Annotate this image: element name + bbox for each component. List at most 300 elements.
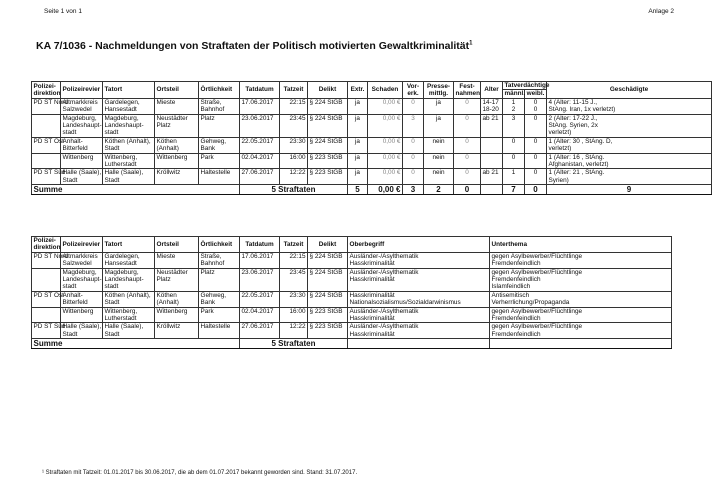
cell-vorerk: 0 <box>403 153 424 169</box>
cell-direktion: PD ST Nord <box>32 252 61 268</box>
cell-schaden: 0,00 € <box>368 153 403 169</box>
th-maennl: männl. <box>504 90 526 98</box>
unter-line: gegen Asylbewerber/Flüchtlinge <box>491 323 583 331</box>
weibl-line: 0 <box>533 114 538 122</box>
oertlichkeit-line: Bahnhof <box>200 106 225 114</box>
cell-unterthema <box>490 307 672 323</box>
maennl-line: 3 <box>511 114 516 122</box>
cell-oertlichkeit <box>199 169 240 185</box>
cell-revier <box>61 153 103 169</box>
table-row <box>32 137 712 153</box>
geschaedigte-line: StAng. Iran, 1x verletzt) <box>548 106 616 114</box>
cell-ortsteil <box>155 137 199 153</box>
cell-ortsteil <box>155 153 199 169</box>
sum-straftaten: 5 Straftaten <box>240 185 348 195</box>
tatort-line: Lutherstadt <box>104 161 137 169</box>
table-row <box>32 114 712 137</box>
cell-vorerk: 0 <box>403 169 424 185</box>
sum-fest: 0 <box>454 185 481 195</box>
cell-schaden: 0,00 € <box>368 137 403 153</box>
cell-oberbegriff <box>348 252 490 268</box>
cell-tatzeit: 22:15 <box>280 252 308 268</box>
cell-maennl <box>503 114 525 137</box>
cell-ortsteil <box>155 114 199 137</box>
cell-tatort <box>103 153 155 169</box>
th-schaden: Schaden <box>368 82 403 99</box>
cell-delikt: § 224 StGB <box>308 114 348 137</box>
th2-revier: Polizeirevier <box>61 237 103 253</box>
tatort-line: Wittenberg, <box>104 153 138 161</box>
cell-maennl <box>503 169 525 185</box>
tatort-line: Magdeburg, <box>104 268 139 276</box>
unter-line: gegen Asylbewerber/Flüchtlinge <box>491 307 583 315</box>
cell-geschaedigte <box>547 137 712 153</box>
weibl-line: 0 <box>533 137 538 145</box>
revier-line: Stadt <box>62 330 78 338</box>
th2-tatort: Tatort <box>103 237 155 253</box>
cell-revier <box>61 291 103 307</box>
title-text: KA 7/1036 - Nachmeldungen von Straftaten der Politisch motivierten Gewaltkriminalität <box>36 40 470 52</box>
th-vorerk: Vor- erk. <box>403 82 424 99</box>
sum-label: Summe <box>32 339 240 349</box>
cell-vorerk: 0 <box>403 137 424 153</box>
cell-delikt: § 224 StGB <box>308 291 348 307</box>
geschaedigte-line: 4 (Alter: 11-15 J., <box>548 98 598 106</box>
th-tatzeit: Tatzeit <box>280 82 308 99</box>
sum-presse: 2 <box>424 185 454 195</box>
ortsteil-line: Neustädter <box>156 268 188 276</box>
unter-line: Fremdenfeindlich <box>491 276 541 284</box>
revier-line: Landeshaupt- <box>62 122 102 130</box>
table-row <box>32 98 712 114</box>
ortsteil-line: Platz <box>156 276 171 284</box>
cell-alter <box>481 114 503 137</box>
cell-oertlichkeit <box>199 323 240 339</box>
cell-geschaedigte <box>547 98 712 114</box>
cell-ortsteil <box>155 291 199 307</box>
geschaedigte-line: 2 (Alter: 17-22 J., <box>548 114 598 122</box>
cell-tatort <box>103 169 155 185</box>
cell-alter <box>481 137 503 153</box>
tatort-line: Köthen (Anhalt), <box>104 137 151 145</box>
ober-line: Ausländer-/Asylthematik <box>349 252 419 260</box>
cell-tatort <box>103 291 155 307</box>
unter-line: gegen Asylbewerber/Flüchtlinge <box>491 268 583 276</box>
tatort-line: Lutherstadt <box>104 315 137 323</box>
cell-delikt: § 224 StGB <box>308 137 348 153</box>
sum-row <box>32 339 672 349</box>
cell-oertlichkeit <box>199 98 240 114</box>
geschaedigte-line: Afghanistan, verletzt) <box>548 161 609 169</box>
ober-line: Hasskriminalität <box>349 260 395 268</box>
tatort-line: Halle (Saale), <box>104 169 144 177</box>
maennl-line: 2 <box>511 106 516 114</box>
th2-delikt: Delikt <box>308 237 348 253</box>
revier-line: Halle (Saale), <box>62 169 102 177</box>
geschaedigte-line: Syrien) <box>548 176 569 184</box>
cell-fest: 0 <box>454 137 481 153</box>
cell-tatdatum: 23.06.2017 <box>240 268 280 291</box>
cell-tatort <box>103 252 155 268</box>
oertlichkeit-line: Haltestelle <box>200 323 231 331</box>
crime-table-classification <box>31 236 672 349</box>
revier-line: stadt <box>62 129 77 137</box>
th-tatort: Tatort <box>103 82 155 99</box>
cell-extr: ja <box>348 114 368 137</box>
ober-line: Ausländer-/Asylthematik <box>349 268 419 276</box>
cell-direktion <box>32 153 61 169</box>
cell-revier <box>61 252 103 268</box>
cell-extr: ja <box>348 153 368 169</box>
tatort-line: Magdeburg, <box>104 114 139 122</box>
cell-schaden: 0,00 € <box>368 98 403 114</box>
cell-direktion: PD ST Ost <box>32 137 61 153</box>
revier-line: Bitterfeld <box>62 145 88 153</box>
cell-geschaedigte <box>547 153 712 169</box>
cell-presse: ja <box>424 98 454 114</box>
sum-straftaten: 5 Straftaten <box>240 339 348 349</box>
page-header-left: Seite 1 von 1 <box>44 8 82 15</box>
cell-tatort <box>103 323 155 339</box>
unter-line: Fremdenfeindlich <box>491 315 541 323</box>
cell-revier <box>61 114 103 137</box>
revier-line: Magdeburg, <box>62 114 97 122</box>
cell-revier <box>61 268 103 291</box>
maennl-line: 1 <box>511 98 516 106</box>
cell-tatdatum: 27.06.2017 <box>240 169 280 185</box>
cell-presse: nein <box>424 137 454 153</box>
cell-presse: nein <box>424 169 454 185</box>
ortsteil-line: Mieste <box>156 98 176 106</box>
alter-line: ab 21 <box>482 169 499 177</box>
sum-label: Summe <box>32 185 240 195</box>
table-row <box>32 323 672 339</box>
cell-tatzeit: 12:22 <box>280 323 308 339</box>
cell-tatdatum: 27.06.2017 <box>240 323 280 339</box>
cell-direktion: PD ST Nord <box>32 98 61 114</box>
tatort-line: stadt <box>104 283 119 291</box>
weibl-line: 0 <box>533 169 538 177</box>
cell-unterthema <box>490 252 672 268</box>
cell-delikt: § 223 StGB <box>308 307 348 323</box>
cell-tatdatum: 22.05.2017 <box>240 137 280 153</box>
geschaedigte-line: 1 (Alter: 21 , StAng. <box>548 169 605 177</box>
cell-revier <box>61 98 103 114</box>
ortsteil-line: Neustädter <box>156 114 188 122</box>
cell-delikt: § 223 StGB <box>308 153 348 169</box>
cell-revier <box>61 169 103 185</box>
cell-oertlichkeit <box>199 114 240 137</box>
cell-oertlichkeit <box>199 137 240 153</box>
th2-tatdatum: Tatdatum <box>240 237 280 253</box>
cell-tatdatum: 02.04.2017 <box>240 153 280 169</box>
revier-line: Stadt <box>62 176 78 184</box>
cell-delikt: § 224 StGB <box>308 98 348 114</box>
oertlichkeit-line: Gehweg, <box>200 291 227 299</box>
cell-tatzeit: 16:00 <box>280 307 308 323</box>
ober-line: Nationalsozialismus/Sozialdarwinismus <box>349 299 461 307</box>
cell-extr: ja <box>348 169 368 185</box>
th2-ortsteil: Ortsteil <box>155 237 199 253</box>
table-row <box>32 307 672 323</box>
cell-ortsteil <box>155 98 199 114</box>
revier-line: Wittenberg <box>62 307 94 315</box>
cell-maennl <box>503 98 525 114</box>
cell-maennl <box>503 153 525 169</box>
geschaedigte-line: verletzt) <box>548 145 572 153</box>
cell-tatdatum: 17.06.2017 <box>240 98 280 114</box>
oertlichkeit-line: Haltestelle <box>200 169 231 177</box>
cell-tatzeit: 23:45 <box>280 114 308 137</box>
alter-line: 18-20 <box>482 106 499 114</box>
revier-line: Salzwedel <box>62 260 92 268</box>
cell-alter <box>481 153 503 169</box>
th-geschaedigte: Geschädigte <box>547 82 712 99</box>
ober-line: Ausländer-/Asylthematik <box>349 323 419 331</box>
unter-line: Verherrlichung/Propaganda <box>491 299 570 307</box>
ortsteil-line: Wittenberg <box>156 153 188 161</box>
cell-weibl <box>525 169 547 185</box>
unter-line: Antisemitisch <box>491 291 530 299</box>
cell-presse: ja <box>424 114 454 137</box>
ortsteil-line: (Anhalt) <box>156 299 179 307</box>
cell-maennl <box>503 137 525 153</box>
ortsteil-line: Kröllwitz <box>156 169 181 177</box>
tatort-line: Halle (Saale), <box>104 323 144 331</box>
ortsteil-line: Köthen <box>156 291 177 299</box>
maennl-line: 0 <box>511 153 516 161</box>
unter-line: Islamfeindlich <box>491 283 531 291</box>
revier-line: Landeshaupt- <box>62 276 102 284</box>
unter-line: Fremdenfeindlich <box>491 260 541 268</box>
ortsteil-line: (Anhalt) <box>156 145 179 153</box>
tatort-line: stadt <box>104 129 119 137</box>
oertlichkeit-line: Platz <box>200 268 215 276</box>
cell-extr: ja <box>348 137 368 153</box>
oertlichkeit-line: Straße, <box>200 252 222 260</box>
sum-maennl: 7 <box>503 185 525 195</box>
oertlichkeit-line: Platz <box>200 114 215 122</box>
cell-oberbegriff <box>348 323 490 339</box>
oertlichkeit-line: Bahnhof <box>200 260 225 268</box>
th-tatverdaechtige: Tatverdächtige <box>504 82 550 89</box>
revier-line: Wittenberg <box>62 153 94 161</box>
sum-extr: 5 <box>348 185 368 195</box>
cell-tatzeit: 12:22 <box>280 169 308 185</box>
ober-line: Ausländer-/Asylthematik <box>349 307 419 315</box>
th-delikt: Delikt <box>308 82 348 99</box>
geschaedigte-line: StAng. Syrien, 2x <box>548 122 598 130</box>
document-title <box>36 40 472 52</box>
cell-oberbegriff <box>348 307 490 323</box>
cell-alter <box>481 98 503 114</box>
ober-line: Hasskriminalität <box>349 276 395 284</box>
oertlichkeit-line: Straße, <box>200 98 222 106</box>
cell-tatort <box>103 307 155 323</box>
revier-line: Altmarkkreis <box>62 98 98 106</box>
cell-tatzeit: 23:30 <box>280 137 308 153</box>
cell-fest: 0 <box>454 114 481 137</box>
th-direktion: Polizei- direktion <box>33 82 61 97</box>
th2-direktion: Polizei- direktion <box>33 237 61 252</box>
tatort-line: Landeshaupt- <box>104 122 144 130</box>
revier-line: stadt <box>62 283 77 291</box>
cell-weibl <box>525 114 547 137</box>
th-festnahmen: Fest- nahmen <box>455 82 481 97</box>
footnote: ¹ Straftaten mit Tatzeit: 01.01.2017 bis 30.06.2017, die ab dem 01.07.2017 bekannt geworden sind. Stand: 31.07.2017. <box>42 470 358 476</box>
table-row <box>32 291 672 307</box>
maennl-line: 1 <box>511 169 516 177</box>
cell-fest: 0 <box>454 153 481 169</box>
cell-unterthema <box>490 268 672 291</box>
revier-line: Altmarkkreis <box>62 252 98 260</box>
ortsteil-line: Wittenberg <box>156 307 188 315</box>
maennl-line: 0 <box>511 137 516 145</box>
th-extr: Extr. <box>348 82 368 99</box>
ortsteil-line: Köthen <box>156 137 177 145</box>
tatort-line: Stadt <box>104 299 120 307</box>
cell-revier <box>61 307 103 323</box>
th2-oertlichkeit: Örtlichkeit <box>199 237 240 253</box>
cell-unterthema <box>490 323 672 339</box>
cell-weibl <box>525 137 547 153</box>
tatort-line: Gardelegen, <box>104 98 140 106</box>
unter-line: Fremdenfeindlich <box>491 330 541 338</box>
sum-vorerk: 3 <box>403 185 424 195</box>
ortsteil-line: Mieste <box>156 252 176 260</box>
cell-oertlichkeit <box>199 268 240 291</box>
cell-delikt: § 224 StGB <box>308 252 348 268</box>
geschaedigte-line: verletzt) <box>548 129 572 137</box>
table-row <box>32 153 712 169</box>
cell-oberbegriff <box>348 291 490 307</box>
cell-direktion: PD ST Süd <box>32 323 61 339</box>
title-footnote-mark: 1 <box>469 40 473 47</box>
sum-empty-unter <box>490 339 672 349</box>
cell-oertlichkeit <box>199 252 240 268</box>
cell-tatort <box>103 268 155 291</box>
ortsteil-line: Kröllwitz <box>156 323 181 331</box>
sum-empty-ober <box>348 339 490 349</box>
cell-tatdatum: 22.05.2017 <box>240 291 280 307</box>
table-row <box>32 169 712 185</box>
table-row <box>32 268 672 291</box>
th-presse: Presse- mittlg. <box>424 82 454 99</box>
cell-weibl <box>525 153 547 169</box>
oertlichkeit-line: Bank <box>200 145 216 153</box>
cell-unterthema <box>490 291 672 307</box>
sum-geschaedigte: 9 <box>547 185 712 195</box>
tatort-line: Stadt <box>104 145 120 153</box>
tatort-line: Gardelegen, <box>104 252 140 260</box>
th2-unterthema: Unterthema <box>490 237 672 253</box>
oertlichkeit-line: Bank <box>200 299 216 307</box>
cell-tatzeit: 22:15 <box>280 98 308 114</box>
oertlichkeit-line: Park <box>200 153 214 161</box>
cell-tatort <box>103 114 155 137</box>
tatort-line: Köthen (Anhalt), <box>104 291 151 299</box>
crime-table-detail <box>31 81 712 195</box>
table-row <box>32 252 672 268</box>
page-header-right: Anlage 2 <box>648 8 674 15</box>
th2-oberbegriff: Oberbegriff <box>348 237 490 253</box>
cell-ortsteil <box>155 252 199 268</box>
sum-schaden: 0,00 € <box>368 185 403 195</box>
weibl-line: 0 <box>533 98 538 106</box>
th-weibl: weibl. <box>525 90 547 98</box>
th2-tatzeit: Tatzeit <box>280 237 308 253</box>
cell-tatort <box>103 137 155 153</box>
cell-extr: ja <box>348 98 368 114</box>
sum-alter <box>481 185 503 195</box>
cell-tatort <box>103 98 155 114</box>
th-ortsteil: Ortsteil <box>155 82 199 99</box>
cell-revier <box>61 323 103 339</box>
unter-line: gegen Asylbewerber/Flüchtlinge <box>491 252 583 260</box>
cell-tatdatum: 23.06.2017 <box>240 114 280 137</box>
cell-delikt: § 224 StGB <box>308 268 348 291</box>
tatort-line: Hansestadt <box>104 106 137 114</box>
cell-oertlichkeit <box>199 307 240 323</box>
revier-line: Halle (Saale), <box>62 323 102 331</box>
cell-tatdatum: 17.06.2017 <box>240 252 280 268</box>
ober-line: Hasskriminalität <box>349 315 395 323</box>
cell-delikt: § 223 StGB <box>308 169 348 185</box>
revier-line: Bitterfeld <box>62 299 88 307</box>
cell-tatzeit: 16:00 <box>280 153 308 169</box>
cell-oberbegriff <box>348 268 490 291</box>
cell-direktion: PD ST Süd <box>32 169 61 185</box>
cell-direktion <box>32 307 61 323</box>
th-alter: Alter <box>481 82 503 99</box>
cell-weibl <box>525 98 547 114</box>
cell-schaden: 0,00 € <box>368 169 403 185</box>
weibl-line: 0 <box>533 153 538 161</box>
cell-ortsteil <box>155 307 199 323</box>
sum-row <box>32 185 712 195</box>
cell-direktion <box>32 114 61 137</box>
weibl-line: 0 <box>533 106 538 114</box>
cell-geschaedigte <box>547 114 712 137</box>
cell-direktion <box>32 268 61 291</box>
cell-delikt: § 223 StGB <box>308 323 348 339</box>
revier-line: Magdeburg, <box>62 268 97 276</box>
cell-direktion: PD ST Ost <box>32 291 61 307</box>
revier-line: Anhalt- <box>62 291 83 299</box>
oertlichkeit-line: Gehweg, <box>200 137 227 145</box>
tatort-line: Landeshaupt- <box>104 276 144 284</box>
tatort-line: Stadt <box>104 330 120 338</box>
revier-line: Salzwedel <box>62 106 92 114</box>
sum-weibl: 0 <box>525 185 547 195</box>
revier-line: Anhalt- <box>62 137 83 145</box>
cell-oertlichkeit <box>199 153 240 169</box>
cell-schaden: 0,00 € <box>368 114 403 137</box>
ober-line: Hasskriminalität <box>349 330 395 338</box>
cell-oertlichkeit <box>199 291 240 307</box>
tatort-line: Hansestadt <box>104 260 137 268</box>
th-oertlichkeit: Örtlichkeit <box>199 82 240 99</box>
cell-tatzeit: 23:30 <box>280 291 308 307</box>
cell-tatdatum: 02.04.2017 <box>240 307 280 323</box>
oertlichkeit-line: Park <box>200 307 214 315</box>
cell-alter <box>481 169 503 185</box>
cell-tatzeit: 23:45 <box>280 268 308 291</box>
th-revier: Polizeirevier <box>61 82 103 99</box>
ober-line: Hasskriminalität <box>349 291 395 299</box>
alter-line: 14-17 <box>482 98 499 106</box>
cell-fest: 0 <box>454 169 481 185</box>
